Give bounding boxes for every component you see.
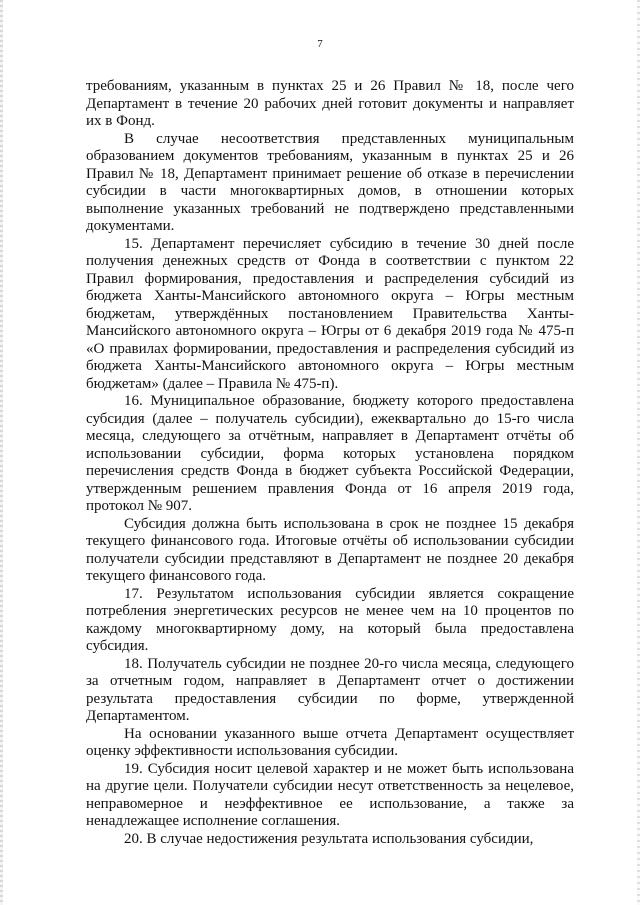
paragraph-continuation: требованиям, указанным в пунктах 25 и 26 Правил № 18, после чего Департамент в течение 20 рабочих дней готовит документы и направляет их в Фонд. xyxy=(86,78,574,129)
paragraph-evaluation: На основании указанного выше отчета Департамент осуществляет оценку эффективности использования субсидии. xyxy=(86,725,574,759)
paragraph-item-15: 15. Департамент перечисляет субсидию в течение 30 дней после получения денежных средств от Фонда в соответствии с пунктом 22 Правил формирования, предоставления и распределения субсидий из бюджета Ханты-Мансийского автономного округа – Югры местным бюджетам, утверждённых постановлением Правительства Ханты-Мансийского автономного округа – Югры от 6 декабря 2019 года № 475-п «О правилах формировании, предоставления и распределения субсидий из бюджета Ханты-Мансийского автономного округа – Югры местным бюджетам» (далее – Правила № 475-п). xyxy=(86,235,574,392)
body-text xyxy=(86,78,574,848)
page-number: 7 xyxy=(317,38,323,50)
paragraph-item-16: 16. Муниципальное образование, бюджету которого предоставлена субсидия (далее – получатель субсидии), ежеквартально до 15-го числа месяца, следующего за отчётным, направляет в Департамент отчёты об использовании субсидии, форма которых установлена порядком перечисления средств Фонда в бюджет субъекта Российской Федерации, утвержденным решением правления Фонда от 16 апреля 2019 года, протокол № 907. xyxy=(86,393,574,514)
paragraph-item-17: 17. Результатом использования субсидии является сокращение потребления энергетических ресурсов не менее чем на 10 процентов по каждому многоквартирному дому, на который была предоставлена субсидия. xyxy=(86,585,574,654)
paragraph-item-20: 20. В случае недостижения результата использования субсидии, xyxy=(124,830,534,847)
paragraph-subsidy-deadline: Субсидия должна быть использована в срок не позднее 15 декабря текущего финансового года. Итоговые отчёты об использовании субсидии получатели субсидии представляют в Департамент не позднее 20 декабря текущего финансового года. xyxy=(86,515,574,584)
paragraph-mismatch-case: В случае несоответствия представленных муниципальным образованием документов требованиям, указанным в пунктах 25 и 26 Правил № 18, Департамент принимает решение об отказе в перечислении субсидии в части многоквартирных домов, в отношении которых выполнение указанных требований не подтверждено представленными документами. xyxy=(86,130,574,234)
paragraph-item-19: 19. Субсидия носит целевой характер и не может быть использована на другие цели. Получатели субсидии несут ответственность за нецелевое, неправомерное и неэффективное ее использование, а также за ненадлежащее исполнение соглашения. xyxy=(86,760,574,829)
paragraph-item-18: 18. Получатель субсидии не позднее 20-го числа месяца, следующего за отчетным годом, направляет в Департамент отчет о достижении результата предоставления субсидии по форме, утвержденной Департаментом. xyxy=(86,655,574,724)
scan-edge-left xyxy=(0,0,3,905)
